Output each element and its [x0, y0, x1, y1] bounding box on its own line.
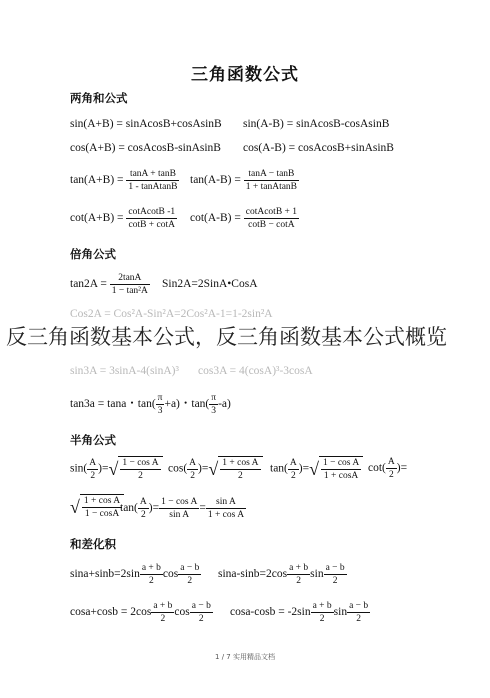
formula-cos-triple: cos3A = 4(cosA)³-3cosA [198, 365, 313, 377]
fraction [386, 456, 397, 481]
numerator: A [289, 457, 297, 468]
formula-text: )= [148, 502, 160, 515]
formula-sin-diff-product [218, 562, 347, 587]
denominator: 2 [187, 576, 193, 586]
fraction [347, 600, 370, 625]
formula-text: sin( [70, 462, 88, 475]
radicand [118, 456, 162, 482]
formula-tan-sum-lhs: tan(A+B) = [70, 174, 124, 187]
denominator: 1 − cosA [84, 509, 120, 519]
fraction [287, 562, 310, 587]
denominator: cotB − cotA [248, 220, 295, 230]
numerator: a + b [289, 563, 309, 573]
fraction [190, 600, 213, 625]
fraction [209, 392, 218, 417]
fraction [82, 495, 122, 520]
section-heading-half: 半角公式 [70, 433, 116, 447]
formula-cot-sum-lhs: cot(A+B) = [70, 212, 124, 225]
formula-text: sin [333, 606, 348, 619]
formula-text: cos( [168, 462, 188, 475]
denominator: 1 − tan²A [111, 286, 148, 296]
fraction [151, 600, 174, 625]
formula-text: cosa-cosb = -2sin [230, 606, 311, 619]
fraction [206, 496, 246, 521]
formula-text: cos [174, 606, 190, 619]
numerator: a − b [349, 601, 369, 611]
numerator: a + b [312, 601, 332, 611]
radicand [319, 456, 363, 482]
sqrt-icon: √ [108, 459, 119, 479]
numerator: a − b [180, 563, 200, 573]
formula-cos-double: Cos2A = Cos²A-Sin²A=2Cos²A-1=1-2sin²A [70, 308, 273, 320]
radicand [80, 494, 124, 520]
denominator: 2 [290, 470, 296, 481]
page-footer: 1 / 7 实用精品文档 [215, 653, 275, 661]
formula-tan-double [70, 272, 150, 297]
numerator: A [89, 457, 97, 468]
numerator: 1 + cos A [222, 458, 259, 468]
formula-cos-diff-product [230, 600, 370, 625]
fraction [120, 457, 160, 482]
fraction [244, 206, 299, 231]
formula-sin-sum: sin(A+B) = sinAcosB+cosAsinB [70, 118, 222, 130]
formula-text: -a) [218, 398, 231, 411]
denominator: 2 [388, 470, 394, 480]
formula-text: )= [198, 462, 209, 475]
formula-cos-sum: cos(A+B) = cosAcosB-sinAsinB [70, 142, 221, 154]
fraction [324, 562, 347, 587]
denominator: 2 [149, 576, 154, 586]
denominator: 2 [332, 576, 338, 586]
section-heading-sum-to-product: 和差化积 [70, 537, 116, 551]
formula-text: sina+sinb=2sin [70, 568, 140, 581]
fraction [178, 562, 201, 587]
numerator: tanA − tanB [244, 168, 299, 181]
formula-tan-diff-lhs: tan(A-B) = [190, 174, 241, 187]
numerator: cotAcotB -1 [128, 207, 176, 217]
denominator: 3 [211, 406, 217, 416]
denominator: 2 [138, 471, 143, 481]
formula-sin-triple: sin3A = 3sinA-4(sinA)³ [70, 365, 179, 377]
page-title: 三角函数公式 [191, 65, 299, 85]
denominator: 2 [198, 614, 204, 624]
denominator: 1 + tanAtanB [245, 182, 298, 192]
formula-text: sina-sinb=2cos [218, 568, 288, 581]
fraction [126, 168, 179, 193]
section-heading-sum: 两角和公式 [70, 91, 128, 105]
formula-cos-diff: cos(A-B) = cosAcosB+sinAsinB [243, 142, 394, 154]
sqrt-icon: √ [70, 497, 80, 517]
fraction [288, 457, 299, 482]
denominator: 1 + cosA [323, 471, 359, 481]
formula-text: cosa+cosb = 2cos [70, 606, 152, 619]
formula-sin-double: Sin2A=2SinA•CosA [162, 278, 258, 290]
formula-text: = [199, 502, 206, 515]
formula-text: )= [396, 462, 408, 475]
formula-sin-half [70, 456, 163, 482]
denominator: 2 [140, 510, 146, 520]
denominator: 2 [160, 614, 166, 624]
numerator: 1 − cos A [122, 458, 159, 468]
fraction [138, 496, 149, 521]
denominator: 2 [190, 470, 195, 481]
fraction [321, 457, 361, 482]
formula-cot-diff-lhs: cot(A-B) = [190, 212, 241, 225]
section-heading-double: 倍角公式 [70, 247, 116, 261]
denominator: 1 - tanAtanB [128, 182, 178, 192]
formula-tan-triple [70, 392, 231, 417]
numerator: 2tanA [110, 272, 150, 285]
numerator: sin A [206, 496, 246, 509]
fraction [110, 272, 150, 297]
numerator: A [387, 457, 395, 467]
numerator: a + b [153, 601, 173, 611]
formula-text: )= [298, 462, 310, 475]
fraction [220, 457, 260, 482]
formula-cot-half [368, 456, 407, 481]
overlay-caption-text: 反三角函数基本公式，反三角函数基本公式概览 [6, 325, 447, 349]
denominator: 3 [157, 406, 163, 416]
radicand [218, 456, 262, 482]
formula-tan-half [270, 456, 363, 482]
formula-text: tan( [270, 462, 288, 475]
denominator: sin A [169, 510, 190, 520]
numerator: a − b [325, 563, 345, 573]
denominator: 1 + cos A [207, 510, 245, 520]
formula-text: cos [162, 568, 179, 581]
denominator: 2 [238, 471, 243, 481]
denominator: 2 [296, 576, 301, 586]
sqrt-icon: √ [208, 459, 219, 479]
fraction [140, 562, 163, 587]
numerator: π [157, 393, 163, 403]
formula-tan-sum [70, 168, 179, 193]
numerator: cotAcotB + 1 [245, 207, 298, 217]
fraction [87, 457, 98, 482]
formula-tan-half-alt [120, 496, 246, 521]
numerator: π [211, 393, 217, 403]
fraction [159, 496, 199, 521]
numerator: 1 − cos A [161, 497, 198, 507]
numerator: tanA + tanB [126, 168, 179, 181]
formula-cot-sum [70, 206, 177, 231]
sqrt-icon: √ [309, 459, 319, 479]
formula-cot-half-value [70, 494, 124, 520]
formula-text: tan3a = tana・tan( [70, 398, 156, 411]
numerator: a + b [141, 563, 161, 573]
formula-text: +a)・tan( [164, 398, 210, 411]
numerator: 1 − cos A [322, 458, 360, 468]
denominator: 2 [356, 614, 361, 624]
formula-text: )= [98, 462, 109, 475]
formula-tan-double-lhs: tan2A = [70, 278, 107, 291]
numerator: a − b [191, 601, 211, 611]
numerator: 1 + cos A [83, 496, 121, 506]
numerator: A [189, 457, 197, 468]
formula-cot-diff [190, 206, 299, 231]
formula-tan-diff [190, 168, 299, 193]
fraction [311, 600, 334, 625]
denominator: 2 [319, 614, 325, 624]
formula-sin-sum-product [70, 562, 201, 587]
formula-cos-half [168, 456, 263, 482]
denominator: 2 [90, 470, 96, 481]
formula-cos-sum-product [70, 600, 213, 625]
denominator: cotB + cotA [128, 220, 176, 230]
fraction [187, 457, 198, 482]
formula-text: sin [310, 568, 324, 581]
overlay-caption [6, 322, 486, 352]
numerator: A [139, 497, 147, 507]
formula-sin-diff: sin(A-B) = sinAcosB-cosAsinB [243, 118, 390, 130]
fraction [244, 168, 299, 193]
formula-text: tan( [120, 502, 138, 515]
fraction [126, 206, 177, 231]
formula-text: cot( [368, 462, 386, 475]
